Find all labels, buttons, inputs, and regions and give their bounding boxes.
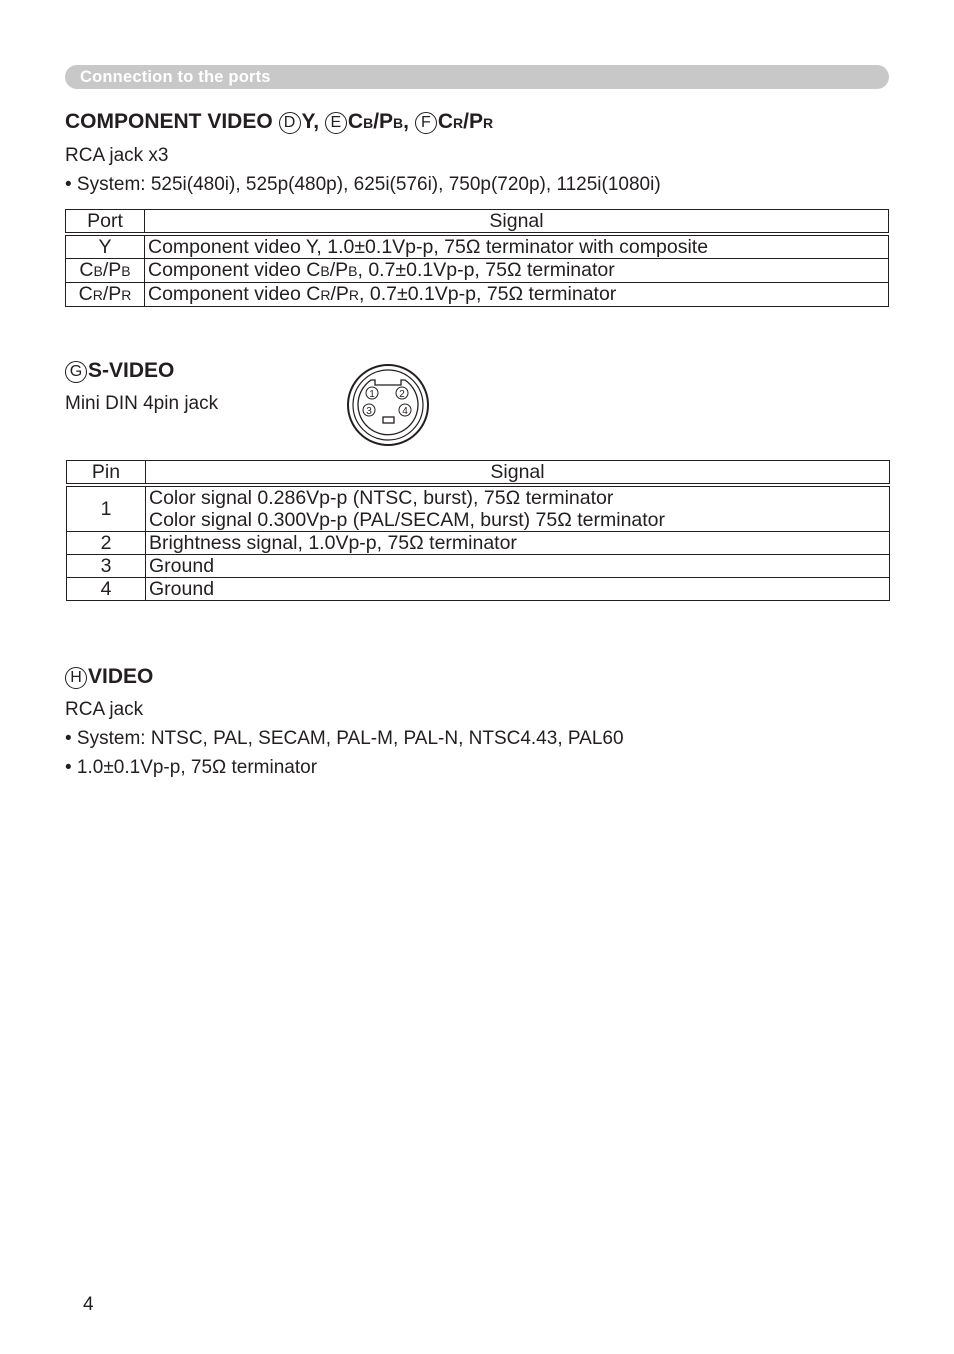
circle-letter-h: H bbox=[65, 667, 87, 689]
table-row bbox=[66, 234, 889, 259]
port-cell: CR/PR bbox=[66, 283, 145, 307]
signal-cell: Component video CR/PR, 0.7±0.1Vp-p, 75Ω terminator bbox=[145, 283, 889, 307]
pin-label-1: 1 bbox=[369, 389, 375, 400]
signal-cell: Color signal 0.286Vp-p (NTSC, burst), 75Ω terminator Color signal 0.300Vp-p (PAL/SECAM, burst) 75Ω terminator bbox=[146, 485, 890, 532]
signal-cell: Component video Y, 1.0±0.1Vp-p, 75Ω terminator with composite bbox=[145, 234, 889, 259]
pin-cell: 1 bbox=[67, 485, 146, 532]
pin-cell: 2 bbox=[67, 532, 146, 555]
pin-label-4: 4 bbox=[402, 406, 408, 417]
video-jack-text: RCA jack bbox=[65, 699, 144, 720]
component-video-heading: COMPONENT VIDEO D Y, E CB/PB, F CR/PR bbox=[65, 110, 494, 133]
pin-label-2: 2 bbox=[399, 389, 405, 400]
circle-letter-f: F bbox=[415, 112, 437, 134]
section-header-title: Connection to the ports bbox=[80, 68, 271, 86]
table-row bbox=[67, 555, 890, 578]
table-row bbox=[67, 578, 890, 601]
table-header-row bbox=[67, 461, 890, 486]
port-column-header: Port bbox=[66, 210, 145, 235]
section-header-bar bbox=[65, 65, 889, 89]
signal-column-header: Signal bbox=[146, 461, 890, 486]
table-row bbox=[67, 485, 890, 532]
svideo-signal-table bbox=[66, 460, 890, 601]
pin-column-header: Pin bbox=[67, 461, 146, 486]
circle-letter-g: G bbox=[65, 361, 87, 383]
pin-cell: 4 bbox=[67, 578, 146, 601]
pin-label-3: 3 bbox=[366, 406, 372, 417]
svideo-heading: G S-VIDEO bbox=[65, 359, 174, 383]
video-spec-text: • 1.0±0.1Vp-p, 75Ω terminator bbox=[65, 757, 318, 778]
circle-letter-d: D bbox=[279, 112, 301, 134]
signal-cell: Ground bbox=[146, 555, 890, 578]
port-cell: CB/PB bbox=[66, 259, 145, 283]
video-system-text: • System: NTSC, PAL, SECAM, PAL-M, PAL-N, NTSC4.43, PAL60 bbox=[65, 728, 624, 749]
signal-cell: Component video CB/PB, 0.7±0.1Vp-p, 75Ω terminator bbox=[145, 259, 889, 283]
mini-din-connector-icon bbox=[345, 363, 433, 449]
signal-cell: Brightness signal, 1.0Vp-p, 75Ω terminator bbox=[146, 532, 890, 555]
circle-letter-e: E bbox=[325, 112, 347, 134]
table-row bbox=[67, 532, 890, 555]
component-signal-table bbox=[65, 209, 889, 307]
table-row bbox=[66, 259, 889, 283]
pin-cell: 3 bbox=[67, 555, 146, 578]
signal-column-header: Signal bbox=[145, 210, 889, 235]
component-jack-text: RCA jack x3 bbox=[65, 145, 169, 166]
component-system-text: • System: 525i(480i), 525p(480p), 625i(576i), 750p(720p), 1125i(1080i) bbox=[65, 174, 661, 195]
port-cell: Y bbox=[66, 234, 145, 259]
video-heading: H VIDEO bbox=[65, 665, 153, 689]
svideo-jack-text: Mini DIN 4pin jack bbox=[65, 393, 219, 414]
table-header-row bbox=[66, 210, 889, 235]
page-number: 4 bbox=[83, 1294, 94, 1315]
table-row bbox=[66, 283, 889, 307]
signal-cell: Ground bbox=[146, 578, 890, 601]
